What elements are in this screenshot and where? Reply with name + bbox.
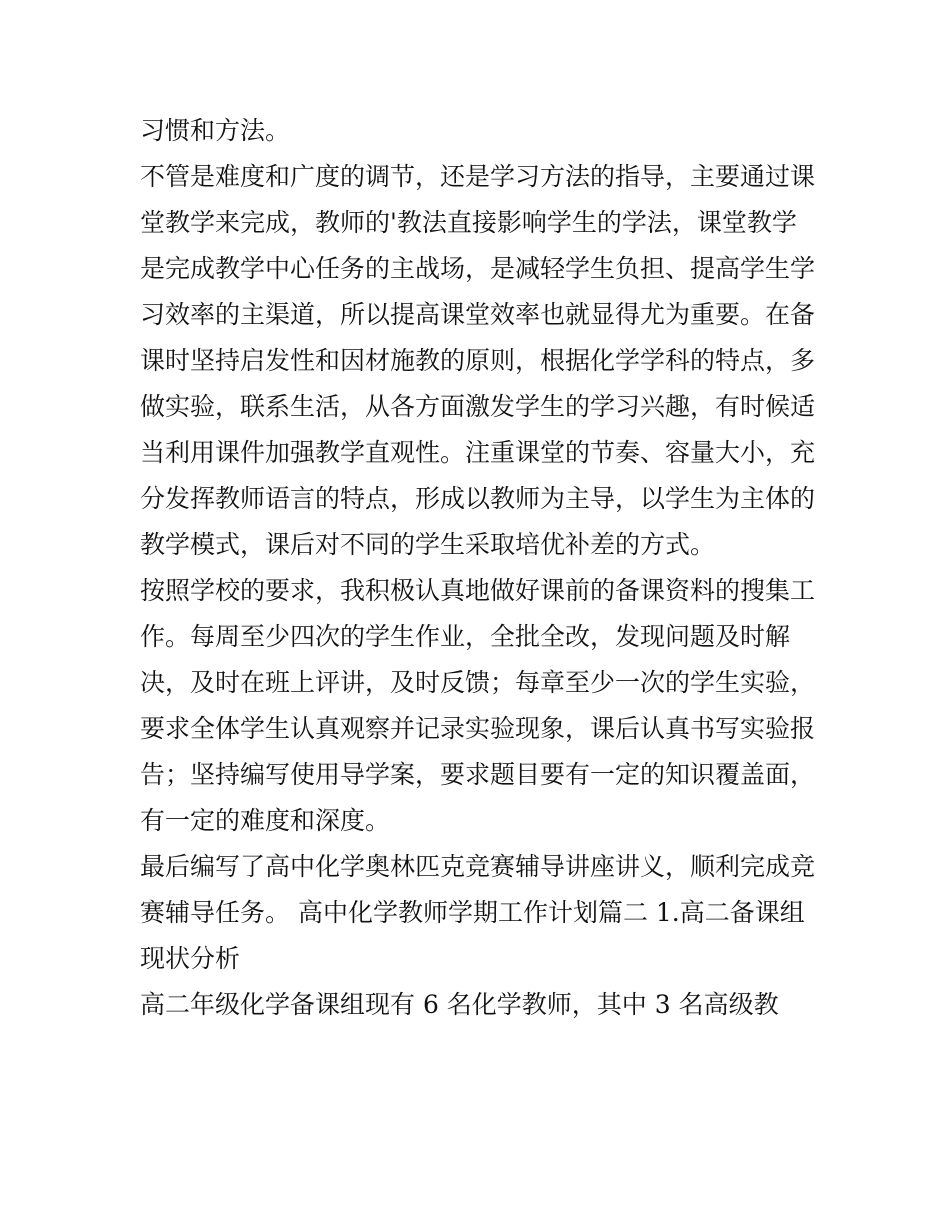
text-line: 按照学校的要求，我积极认真地做好课前的备课资料的搜集工 [140, 576, 816, 605]
text-line: 不管是难度和广度的调节，还是学习方法的指导，主要通过课 [140, 162, 816, 191]
text-line: 决，及时在班上评讲，及时反馈；每章至少一次的学生实验， [140, 668, 816, 697]
text-line: 现状分析 [140, 944, 241, 973]
text-line: 习惯和方法。 [140, 116, 291, 145]
text-line: 作。每周至少四次的学生作业，全批全改，发现问题及时解 [140, 622, 791, 651]
text-line: 当利用课件加强教学直观性。注重课堂的节奏、容量大小，充 [140, 438, 816, 467]
text-line: 最后编写了高中化学奥林匹克竞赛辅导讲座讲义，顺利完成竞 [140, 852, 816, 881]
text-line: 高二年级化学备课组现有 6 名化学教师，其中 3 名高级教 [140, 990, 779, 1019]
text-line: 赛辅导任务。 高中化学教师学期工作计划篇二 1.高二备课组 [140, 898, 805, 927]
text-line: 告；坚持编写使用导学案，要求题目要有一定的知识覆盖面， [140, 760, 816, 789]
text-line: 有一定的难度和深度。 [140, 806, 391, 835]
text-line: 堂教学来完成，教师的'教法直接影响学生的学法，课堂教学 [140, 208, 797, 237]
document-body [140, 108, 815, 1028]
text-line: 是完成教学中心任务的主战场，是减轻学生负担、提高学生学 [140, 254, 816, 283]
text-line: 做实验，联系生活，从各方面激发学生的学习兴趣，有时候适 [140, 392, 816, 421]
text-line: 分发挥教师语言的特点，形成以教师为主导，以学生为主体的 [140, 484, 816, 513]
text-line: 课时坚持启发性和因材施教的原则，根据化学学科的特点，多 [140, 346, 816, 375]
text-line: 习效率的主渠道，所以提高课堂效率也就显得尤为重要。在备 [140, 300, 816, 329]
text-line: 教学模式，课后对不同的学生采取培优补差的方式。 [140, 530, 716, 559]
text-line: 要求全体学生认真观察并记录实验现象，课后认真书写实验报 [140, 714, 816, 743]
